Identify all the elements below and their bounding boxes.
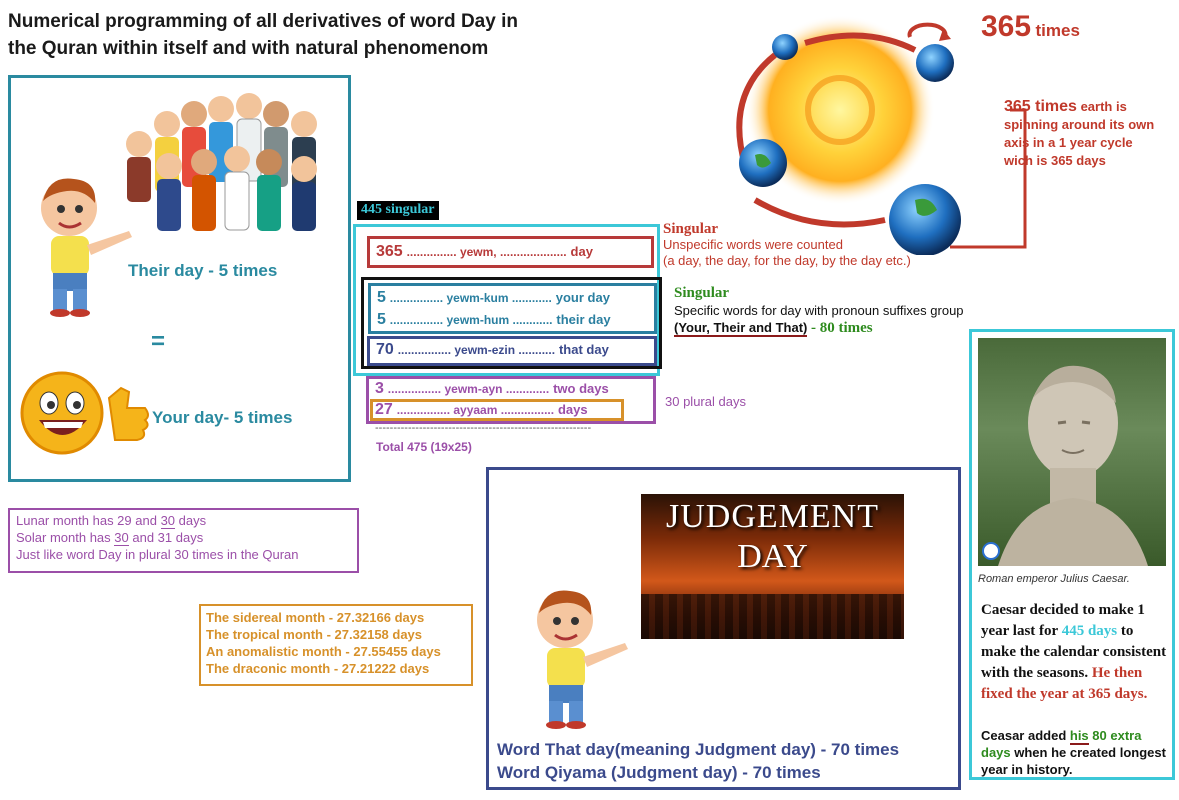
caesar-p1-days: 445 days [1061,623,1118,639]
singular-specific-line1: Specific words for day with pronoun suffixes group [674,303,964,318]
earth-note-rest: earth is [1080,99,1127,114]
singular-unspecific-line1: Unspecific words were counted [663,237,843,252]
earth-rotation-unit: times [1035,21,1080,40]
caesar-bust-image [978,338,1166,566]
judgement-line-2: Word Qiyama (Judgment day) - 70 times [497,763,821,782]
poster-title-line-2: DAY [737,538,808,575]
earth-rotation-count [981,10,1080,44]
boy-pointing-illustration-2 [525,585,635,730]
row-ayyaam-word: ................ ayyaam ................ [396,403,555,417]
row-365-meaning: day [570,244,593,259]
caesar-box [969,329,1175,780]
month-draconic: The draconic month - 27.21222 days [206,661,430,676]
row-yewm-hum-number: 5 [377,311,386,328]
lunar-line-1-a: Lunar month has 29 and [16,513,161,528]
caesar-paragraph-1 [981,600,1171,705]
their-day-label: Their day - 5 times [128,261,278,280]
judgement-line-1: Word That day(meaning Judgment day) - 70 times [497,740,900,759]
your-day-label: Your day- 5 times [152,408,293,427]
earth-note-line3: axis in a 1 year cycle [1004,135,1133,150]
row-yewm-ayn [375,380,609,398]
row-ayyaam [375,401,588,419]
lunar-line-1-b: 30 [160,513,176,528]
lunar-line-2-a: Solar month has [16,530,115,545]
row-yewm-ezin-word: ................ yewm-ezin ........... [397,343,556,357]
lunar-line-2-c: and 31 days [128,530,204,545]
row-yewm-hum-word: ................ yewm-hum ............ [389,313,553,327]
caesar-paragraph-2 [981,727,1173,778]
lunar-line-3: Just like word Day in plural 30 times in the Quran [16,547,299,562]
singular-unspecific-line2: (a day, the day, for the day, by the day etc.) [663,253,911,268]
caesar-p1-c: to make the calendar consistent with the seasons. [981,623,1167,681]
row-yewm-hum [377,311,611,329]
plural-days-note: 30 plural days [665,394,746,409]
earth-rotation-note [1004,98,1154,170]
row-yewm-ezin-meaning: that day [558,342,609,357]
lunar-line-2 [16,529,351,546]
row-ayyaam-meaning: days [557,402,588,417]
judgement-day-box [486,467,961,790]
lunar-month-box [8,508,359,573]
poster-title-line-1: JUDGEMENT [666,498,879,535]
total-label: Total 475 (19x25) [376,440,472,454]
row-yewm-ezin [376,341,609,359]
month-lengths-box [199,604,473,686]
row-yewm-ezin-number: 70 [376,341,394,358]
caesar-p1-a: Caesar decided to make 1 year last for [981,602,1145,639]
month-anomalistic: An anomalistic month - 27.55455 days [206,644,441,659]
month-tropical: The tropical month - 27.32158 days [206,627,423,642]
title-line-2: the Quran within itself and with natural phenomenom [8,38,489,59]
caesar-p2-a: Ceasar added [981,728,1070,743]
singular-count-tag: 445 singular [357,201,439,220]
caesar-caption: Roman emperor Julius Caesar. [978,573,1130,585]
singular-specific-count: - 80 times [811,320,873,336]
caesar-p2-d: when he created longest year in history. [981,745,1166,777]
row-ayyaam-number: 27 [375,401,393,418]
judgement-day-poster [641,494,904,639]
singular-unspecific-heading: Singular [663,221,719,237]
total-divider: ----------------------------------------------------------- [375,422,592,434]
left-panel [8,75,351,482]
singular-specific-note [674,285,964,337]
equals-sign: = [151,328,166,355]
lunar-line-2-b: 30 [114,530,129,545]
zoom-icon[interactable] [982,542,1000,560]
row-yewm-hum-meaning: their day [556,312,611,327]
earth-note-line4: wich is 365 days [1004,153,1106,168]
caesar-p1-fixed: He then fixed the year at 365 days. [981,665,1148,702]
title-line-1: Numerical programming of all derivatives of word Day in [8,11,518,32]
lunar-line-1-c: days [175,513,207,528]
row-yewm-kum-word: ................ yewm-kum ............ [389,291,552,305]
people-group-illustration [109,84,339,234]
row-yewm-kum-meaning: your day [555,290,610,305]
singular-specific-heading: Singular [674,285,730,301]
page-title [8,8,518,62]
row-365 [376,243,593,261]
earth-rotation-number: 365 [981,10,1032,43]
row-365-word: ............... yewm, .................... [406,245,567,259]
caesar-p2-extra: 80 extra days [981,728,1142,760]
singular-specific-line2: (Your, Their and That) [674,320,808,335]
row-yewm-ayn-meaning: two days [553,381,609,396]
row-yewm-ayn-word: ................ yewm-ayn ............. [387,382,550,396]
month-sidereal: The sidereal month - 27.32166 days [206,610,425,625]
row-yewm-ayn-number: 3 [375,380,384,397]
row-yewm-kum-number: 5 [377,289,386,306]
row-365-number: 365 [376,243,403,260]
caesar-p2-his: his [1069,728,1089,743]
earth-note-line2: spinning around its own [1004,117,1155,132]
lunar-line-1 [16,512,351,529]
earth-orbit-illustration [705,15,1035,255]
row-yewm-kum [377,289,610,307]
smiley-thumbs-up-icon [17,368,167,458]
boy-pointing-illustration [29,173,139,318]
earth-note-head: 365 times [1004,98,1077,115]
